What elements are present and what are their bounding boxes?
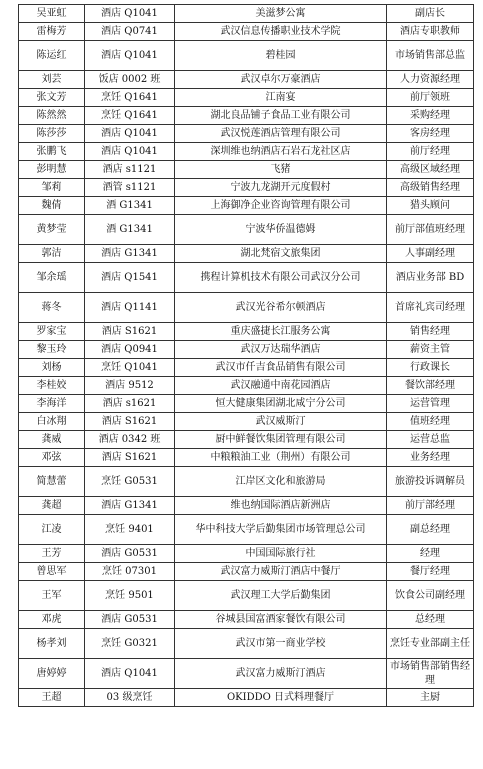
employer-cell: 武汉卓尔万豪酒店 [175, 71, 387, 89]
employer-cell: 江南宴 [175, 89, 387, 107]
table-row [19, 263, 474, 293]
name-cell: 蒋冬 [19, 293, 85, 323]
name-cell: 龚威 [19, 431, 85, 449]
position-cell: 经理 [387, 545, 474, 563]
alumni-table [18, 4, 474, 707]
class-cell: 酒店 Q1041 [85, 125, 175, 143]
class-cell: 酒店 Q1041 [85, 659, 175, 689]
name-cell: 王超 [19, 689, 85, 707]
position-cell: 餐饮部经理 [387, 377, 474, 395]
class-cell: 烹饪 G0321 [85, 629, 175, 659]
class-cell: 酒店 G0531 [85, 545, 175, 563]
name-cell: 唐婷婷 [19, 659, 85, 689]
position-cell: 旅游投诉调解员 [387, 467, 474, 497]
table-row [19, 161, 474, 179]
table-row [19, 215, 474, 245]
position-cell: 前厅部值班经理 [387, 215, 474, 245]
employer-cell: 重庆盛捷长江服务公寓 [175, 323, 387, 341]
position-cell: 人事副经理 [387, 245, 474, 263]
class-cell: 酒店 S1621 [85, 323, 175, 341]
table-row [19, 89, 474, 107]
class-cell: 酒店 S1621 [85, 449, 175, 467]
employer-cell: 武汉悦莲酒店管理有限公司 [175, 125, 387, 143]
employer-cell: 上海御净企业咨询管理有限公司 [175, 197, 387, 215]
table-row [19, 395, 474, 413]
name-cell: 张文芳 [19, 89, 85, 107]
table-row [19, 197, 474, 215]
table-row [19, 413, 474, 431]
name-cell: 李海洋 [19, 395, 85, 413]
name-cell: 邓虎 [19, 611, 85, 629]
position-cell: 市场销售部销售经理 [387, 659, 474, 689]
position-cell: 副总经理 [387, 515, 474, 545]
class-cell: 酒店 G1341 [85, 245, 175, 263]
position-cell: 客房经理 [387, 125, 474, 143]
name-cell: 江凌 [19, 515, 85, 545]
table-row [19, 71, 474, 89]
class-cell: 烹饪 Q1641 [85, 89, 175, 107]
table-row [19, 341, 474, 359]
employer-cell: OKIDDO 日式料理餐厅 [175, 689, 387, 707]
class-cell: 烹饪 07301 [85, 563, 175, 581]
table-row [19, 143, 474, 161]
name-cell: 曾思军 [19, 563, 85, 581]
table-row [19, 611, 474, 629]
employer-cell: 江岸区文化和旅游局 [175, 467, 387, 497]
position-cell: 高级区域经理 [387, 161, 474, 179]
class-cell: 酒店 Q0941 [85, 341, 175, 359]
name-cell: 简慧蕾 [19, 467, 85, 497]
position-cell: 前厅部经理 [387, 497, 474, 515]
name-cell: 白冰翔 [19, 413, 85, 431]
employer-cell: 携程计算机技术有限公司武汉分公司 [175, 263, 387, 293]
class-cell: 酒店 Q1141 [85, 293, 175, 323]
name-cell: 邹莉 [19, 179, 85, 197]
position-cell: 高级销售经理 [387, 179, 474, 197]
class-cell: 酒管 s1121 [85, 179, 175, 197]
table-row [19, 581, 474, 611]
employer-cell: 飞猪 [175, 161, 387, 179]
employer-cell: 武汉信息传播职业技术学院 [175, 23, 387, 41]
employer-cell: 华中科技大学后勤集团市场管理总公司 [175, 515, 387, 545]
table-row [19, 359, 474, 377]
name-cell: 王芳 [19, 545, 85, 563]
employer-cell: 武汉富力威斯汀酒店 [175, 659, 387, 689]
employer-cell: 恒大健康集团湖北咸宁分公司 [175, 395, 387, 413]
class-cell: 酒店 0342 班 [85, 431, 175, 449]
class-cell: 烹饪 9501 [85, 581, 175, 611]
class-cell: 酒店 s1121 [85, 161, 175, 179]
name-cell: 邓弦 [19, 449, 85, 467]
class-cell: 烹饪 Q1641 [85, 107, 175, 125]
table-row [19, 293, 474, 323]
class-cell: 03 级烹饪 [85, 689, 175, 707]
name-cell: 刘芸 [19, 71, 85, 89]
name-cell: 郭洁 [19, 245, 85, 263]
position-cell: 酒店专职教师 [387, 23, 474, 41]
employer-cell: 武汉市第一商业学校 [175, 629, 387, 659]
employer-cell: 美滋梦公寓 [175, 5, 387, 23]
position-cell: 酒店业务部 BD [387, 263, 474, 293]
class-cell: 酒店 Q1041 [85, 5, 175, 23]
class-cell: 酒店 G1341 [85, 497, 175, 515]
class-cell: 酒店 Q0741 [85, 23, 175, 41]
class-cell: 烹饪 Q1041 [85, 359, 175, 377]
position-cell: 运营管理 [387, 395, 474, 413]
name-cell: 雷梅芳 [19, 23, 85, 41]
position-cell: 前厅经理 [387, 143, 474, 161]
employer-cell: 武汉富力威斯汀酒店中餐厅 [175, 563, 387, 581]
table-row [19, 125, 474, 143]
position-cell: 运营总监 [387, 431, 474, 449]
employer-cell: 中粮粮油工业（荆州）有限公司 [175, 449, 387, 467]
table-row [19, 629, 474, 659]
employer-cell: 碧桂园 [175, 41, 387, 71]
name-cell: 龚超 [19, 497, 85, 515]
name-cell: 彭明慧 [19, 161, 85, 179]
name-cell: 黄梦莹 [19, 215, 85, 245]
table-row [19, 323, 474, 341]
name-cell: 陈运红 [19, 41, 85, 71]
position-cell: 烹饪专业部副主任 [387, 629, 474, 659]
table-row [19, 41, 474, 71]
name-cell: 陈然然 [19, 107, 85, 125]
position-cell: 薪资主管 [387, 341, 474, 359]
name-cell: 吴亚虹 [19, 5, 85, 23]
employer-cell: 中国国际旅行社 [175, 545, 387, 563]
class-cell: 酒店 Q1041 [85, 143, 175, 161]
position-cell: 总经理 [387, 611, 474, 629]
table-row [19, 659, 474, 689]
class-cell: 酒店 Q1541 [85, 263, 175, 293]
class-cell: 烹饪 G0531 [85, 467, 175, 497]
position-cell: 销售经理 [387, 323, 474, 341]
employer-cell: 谷城县国富酒家餐饮有限公司 [175, 611, 387, 629]
position-cell: 人力资源经理 [387, 71, 474, 89]
table-row [19, 245, 474, 263]
name-cell: 王军 [19, 581, 85, 611]
table-row [19, 545, 474, 563]
employer-cell: 湖北梵宿文旅集团 [175, 245, 387, 263]
name-cell: 罗家宝 [19, 323, 85, 341]
position-cell: 市场销售部总监 [387, 41, 474, 71]
table-row [19, 515, 474, 545]
employer-cell: 武汉威斯汀 [175, 413, 387, 431]
employer-cell: 湖北良品铺子食品工业有限公司 [175, 107, 387, 125]
table-row [19, 431, 474, 449]
employer-cell: 武汉理工大学后勤集团 [175, 581, 387, 611]
class-cell: 烹饪 9401 [85, 515, 175, 545]
table-row [19, 689, 474, 707]
position-cell: 采购经理 [387, 107, 474, 125]
employer-cell: 宁波华侨温德姆 [175, 215, 387, 245]
name-cell: 李桂姣 [19, 377, 85, 395]
position-cell: 饮食公司副经理 [387, 581, 474, 611]
class-cell: 酒 G1341 [85, 215, 175, 245]
name-cell: 邹余瑶 [19, 263, 85, 293]
position-cell: 前厅领班 [387, 89, 474, 107]
table-row [19, 377, 474, 395]
position-cell: 餐厅经理 [387, 563, 474, 581]
table-row [19, 449, 474, 467]
position-cell: 副店长 [387, 5, 474, 23]
table-row [19, 563, 474, 581]
employer-cell: 深圳维也纳酒店石岩石龙社区店 [175, 143, 387, 161]
alumni-table-body [19, 5, 474, 707]
class-cell: 酒 G1341 [85, 197, 175, 215]
name-cell: 刘杨 [19, 359, 85, 377]
class-cell: 饭店 0002 班 [85, 71, 175, 89]
class-cell: 酒店 9512 [85, 377, 175, 395]
class-cell: 酒店 G0531 [85, 611, 175, 629]
class-cell: 酒店 Q1041 [85, 41, 175, 71]
name-cell: 魏倩 [19, 197, 85, 215]
name-cell: 张鹏飞 [19, 143, 85, 161]
table-row [19, 107, 474, 125]
employer-cell: 厨中鲜餐饮集团管理有限公司 [175, 431, 387, 449]
name-cell: 陈莎莎 [19, 125, 85, 143]
employer-cell: 武汉光谷希尔顿酒店 [175, 293, 387, 323]
position-cell: 主厨 [387, 689, 474, 707]
table-row [19, 5, 474, 23]
position-cell: 行政课长 [387, 359, 474, 377]
employer-cell: 维也纳国际酒店新洲店 [175, 497, 387, 515]
employer-cell: 宁波九龙湖开元度假村 [175, 179, 387, 197]
position-cell: 值班经理 [387, 413, 474, 431]
table-row [19, 179, 474, 197]
position-cell: 猎头顾问 [387, 197, 474, 215]
employer-cell: 武汉融通中南花园酒店 [175, 377, 387, 395]
position-cell: 业务经理 [387, 449, 474, 467]
table-row [19, 497, 474, 515]
position-cell: 首席礼宾司经理 [387, 293, 474, 323]
name-cell: 黎玉玲 [19, 341, 85, 359]
name-cell: 杨孝刘 [19, 629, 85, 659]
class-cell: 酒店 s1621 [85, 395, 175, 413]
class-cell: 酒店 S1621 [85, 413, 175, 431]
employer-cell: 武汉万达瑞华酒店 [175, 341, 387, 359]
table-row [19, 23, 474, 41]
employer-cell: 武汉市仟吉食品销售有限公司 [175, 359, 387, 377]
table-row [19, 467, 474, 497]
